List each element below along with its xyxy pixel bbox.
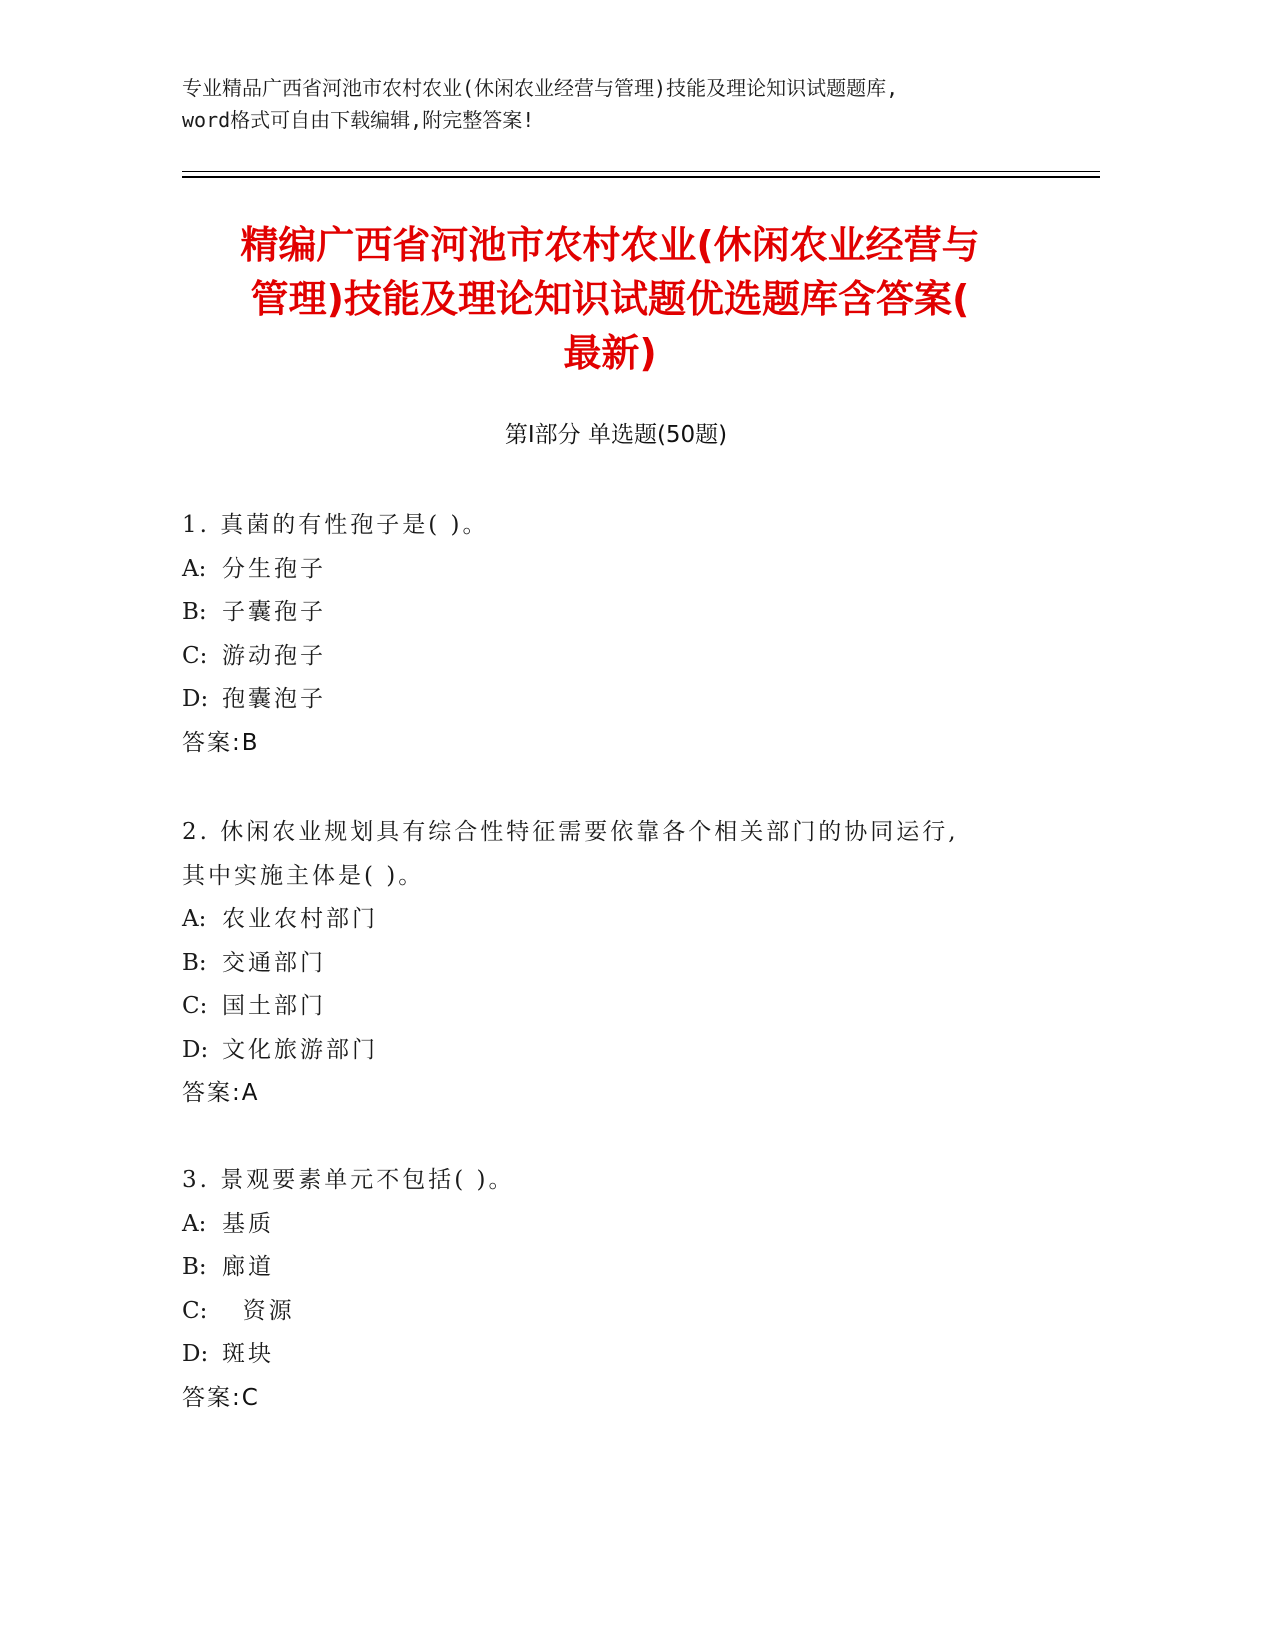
option-key: A: [182,1210,207,1237]
document-title [170,218,1050,380]
option-key: C: [182,993,208,1019]
option-d [182,1029,1082,1073]
header-note [182,72,1062,136]
answer-label: 答案: [182,1080,242,1106]
option-text: 交通部门 [222,949,326,976]
option-text: 国土部门 [222,993,326,1019]
option-d [182,1333,1082,1377]
question-stem-line: 1. 真菌的有性孢子是( )。 [182,512,489,538]
option-key: A: [182,555,207,582]
question-stem [182,1159,1082,1203]
option-key: C: [182,642,208,669]
option-a [182,548,1082,592]
answer-label: 答案: [182,1384,242,1411]
option-text: 廊道 [222,1254,274,1280]
option-d [182,678,1082,722]
option-text: 分生孢子 [222,555,326,582]
answer-value: C [241,1384,258,1411]
option-key: D: [182,1036,209,1063]
answer-line [182,1377,1082,1421]
option-c [182,985,1082,1029]
question-stem [182,811,1082,898]
option-c [182,635,1082,679]
document-title-line-2: 管理)技能及理论知识试题优选题库含答案( [250,277,970,321]
option-a [182,898,1082,942]
option-key: D: [182,686,209,712]
question-stem [182,504,1082,548]
option-key: D: [182,1341,209,1367]
answer-value: A [241,1080,258,1106]
answer-value: B [241,729,258,756]
question-stem-line: 3. 景观要素单元不包括( )。 [182,1167,515,1193]
option-text: 斑块 [222,1341,274,1367]
option-key: A: [182,906,207,932]
option-text: 基质 [222,1210,274,1237]
document-title-line-3: 最新) [563,331,657,375]
option-text: 资源 [222,1297,295,1324]
question-stem-line: 2. 休闲农业规划具有综合性特征需要依靠各个相关部门的协同运行, [182,819,959,845]
option-a [182,1203,1082,1247]
question-2 [182,811,1082,1116]
option-key: C: [182,1297,208,1324]
header-note-line-1: 专业精品广西省河池市农村农业(休闲农业经营与管理)技能及理论知识试题题库, [182,76,899,100]
answer-label: 答案: [182,729,242,756]
option-b [182,942,1082,986]
option-b [182,591,1082,635]
option-text: 游动孢子 [222,642,326,669]
header-divider-thin [182,171,1100,172]
option-key: B: [182,599,207,625]
question-stem-line: 其中实施主体是( )。 [182,862,425,889]
option-text: 农业农村部门 [222,906,378,932]
question-3 [182,1159,1082,1420]
option-b [182,1246,1082,1290]
question-1 [182,504,1082,765]
document-title-line-1: 精编广西省河池市农村农业(休闲农业经营与 [240,223,980,267]
option-key: B: [182,949,207,976]
answer-line [182,1072,1082,1116]
option-text: 子囊孢子 [222,599,326,625]
option-text: 文化旅游部门 [222,1036,378,1063]
section-heading: 第Ⅰ部分 单选题(50题) [504,422,728,448]
header-divider-thick [182,176,1100,178]
option-c [182,1290,1082,1334]
answer-line [182,722,1082,766]
option-text: 孢囊泡子 [222,686,326,712]
header-note-line-2: word格式可自由下载编辑,附完整答案! [182,108,535,132]
option-key: B: [182,1254,207,1280]
